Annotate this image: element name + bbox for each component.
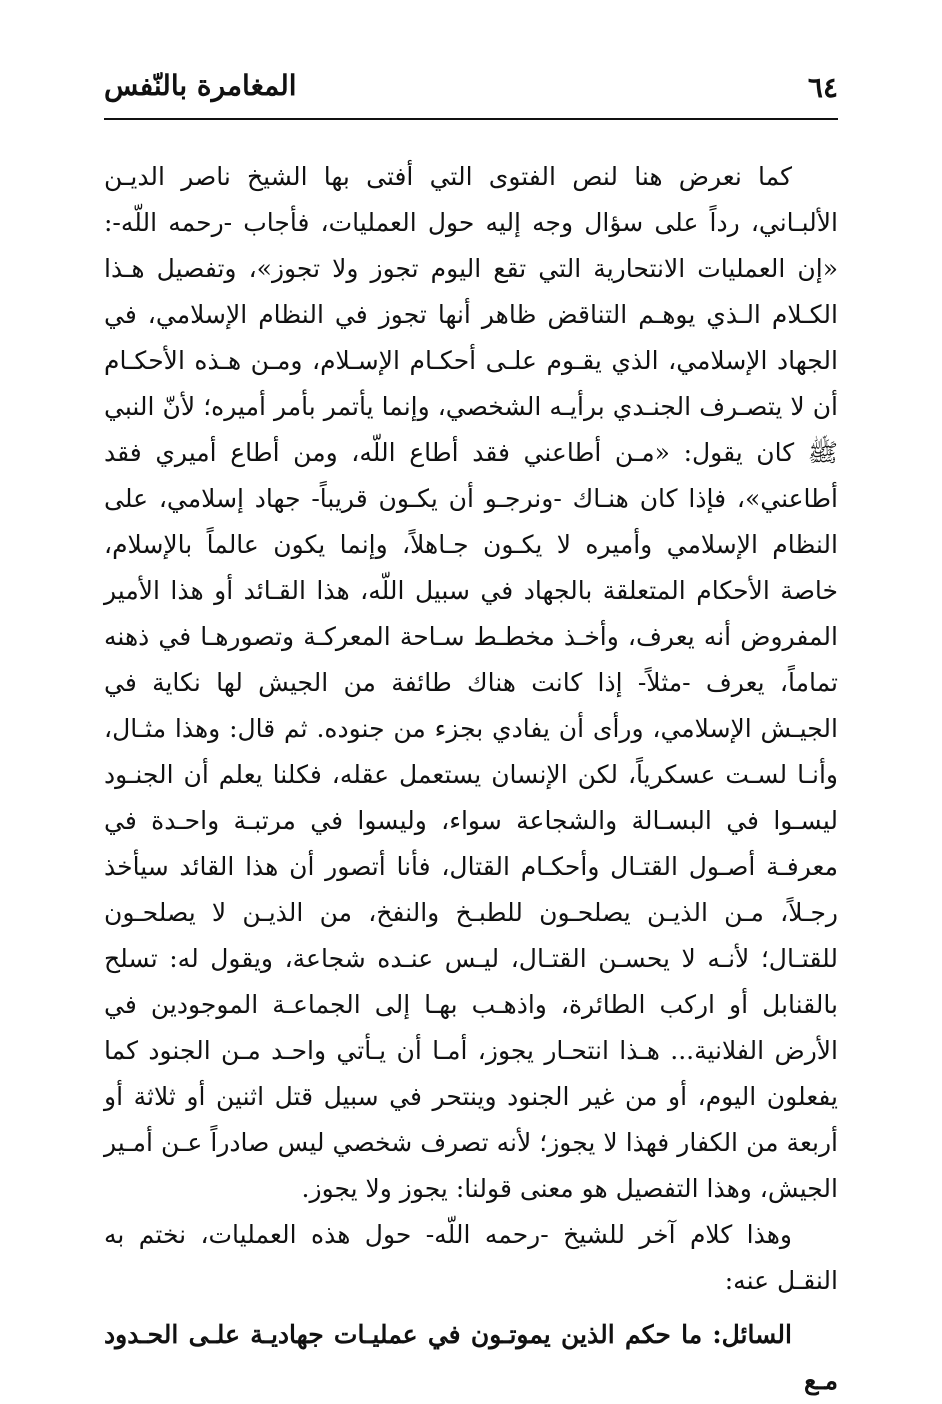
page-body (104, 154, 838, 1404)
running-header (104, 62, 838, 110)
book-title: المغامرة بالنّفس (104, 69, 297, 102)
closing-transition-paragraph: وهذا كلام آخر للشيخ -رحمه اللّه- حول هذه العمليات، نختم به النقـل عنه: (104, 1220, 838, 1295)
fatwa-paragraph: كما نعرض هنا لنص الفتوى التي أفتى بها الشيخ ناصر الديـن الألبـاني، رداً على سؤال وجه إليه حول العمليات، فأجاب -رحمه اللّه-: «إن العمليات الانتحارية التي تقع اليوم تجوز ولا تجوز»، وتفصيل هـذا الكـلام الـذي يوهـم التناقض ظاهر أنها تجوز في النظام الإسلامي، في الجهاد الإسلامي، الذي يقـوم علـى أحكـام الإسـلام، ومـن هـذه الأحكـام أن لا يتصـرف الجنـدي برأيـه الشخصي، وإنما يأتمر بأمر أميره؛ لأنّ النبي ﷺ كان يقول: «مـن أطاعني فقد أطاع اللّه، ومن أطاع أميري فقد أطاعني»، فإذا كان هنـاك -ونرجـو أن يكـون قريباً- جهاد إسلامي، على النظام الإسلامي وأميره لا يكـون جـاهلاً، وإنما يكون عالماً بالإسلام، خاصة الأحكام المتعلقة بالجهاد في سبيل اللّه، هذا القـائد أو هذا الأمير المفروض أنه يعرف، وأخـذ مخطـط سـاحة المعركـة وتصورهـا في ذهنه تماماً، يعرف -مثلاً- إذا كانت هناك طائفة من الجيش لها نكاية في الجيـش الإسلامي، ورأى أن يفادي بجزء من جنوده. ثم قال: وهذا مثـال، وأنـا لسـت عسكرياً، لكن الإنسان يستعمل عقله، فكلنا يعلم أن الجنـود ليسـوا في البسـالة والشجاعة سواء، وليسوا في مرتبـة واحـدة في معرفـة أصـول القتـال وأحكـام القتال، فأنا أتصور أن هذا القائد سيأخذ رجـلاً، مـن الذيـن يصلحـون للطبـخ والنفخ، من الذيـن لا يصلحـون للقتـال؛ لأنـه لا يحسـن القتـال، ليـس عنـده شجاعة، ويقول له: تسلح بالقنابل أو اركب الطائرة، واذهـب بهـا إلى الجماعـة الموجودين في الأرض الفلانية... هـذا انتحـار يجوز، أمـا أن يـأتي واحـد مـن الجنود كما يفعلون اليوم، أو من غير الجنود وينتحر في سبيل قتل اثنين أو ثلاثة أو أربعة من الكفار فهذا لا يجوز؛ لأنه تصرف شخصي ليس صادراً عـن أمـير الجيش، وهذا التفصيل هو معنى قولنا: يجوز ولا يجوز. (104, 162, 838, 1203)
questioner-paragraph: السائل: ما حكم الذين يموتـون في عمليـات جهاديـة علـى الحـدود مـع (104, 1320, 838, 1395)
header-rule (104, 118, 838, 120)
page-number: ٦٤ (807, 71, 838, 104)
